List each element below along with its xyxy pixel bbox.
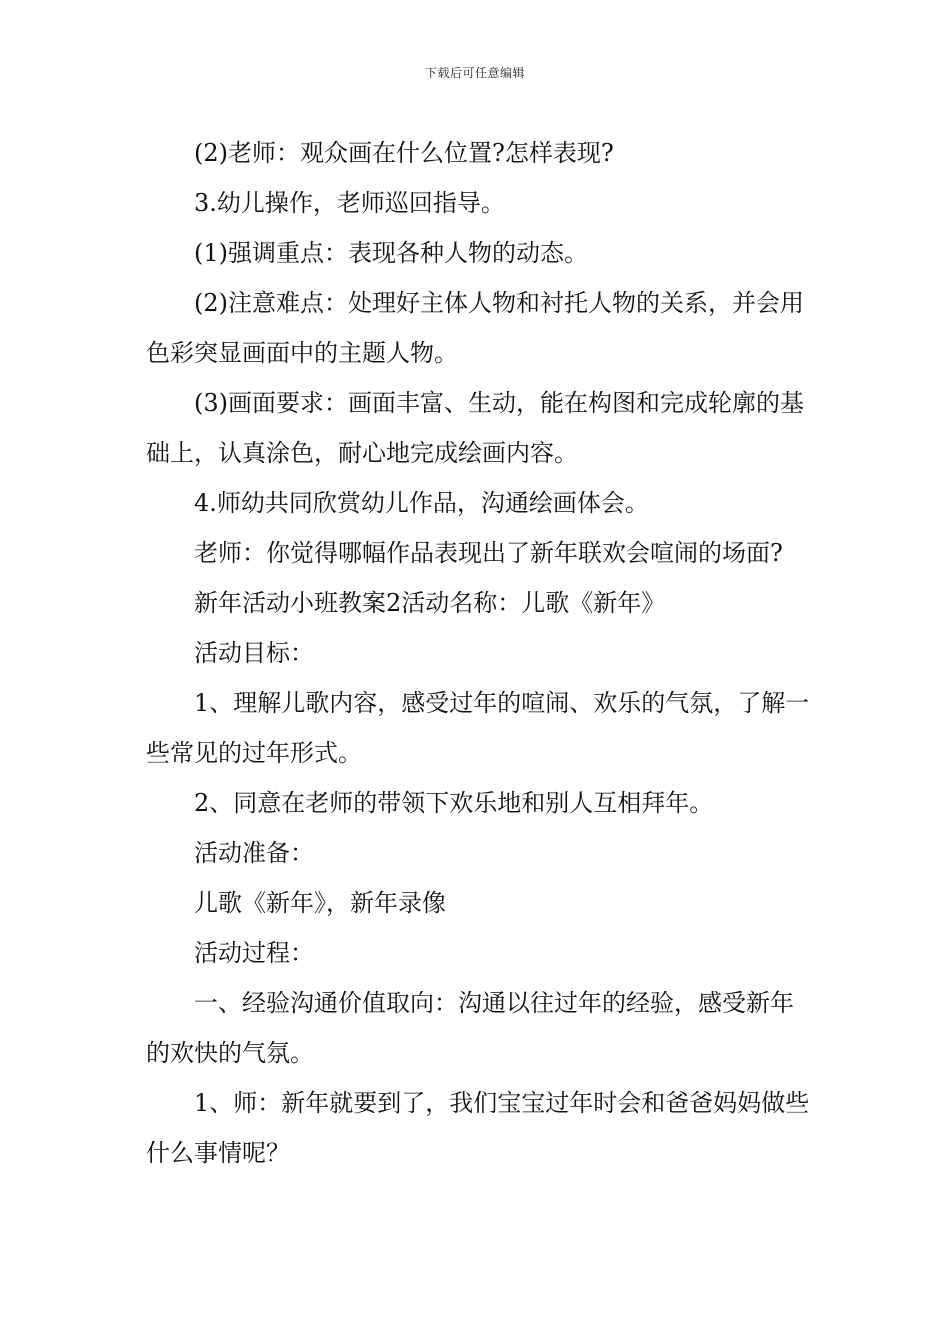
paragraph: (2)老师：观众画在什么位置?怎样表现? <box>194 139 614 167</box>
paragraph: (1)强调重点：表现各种人物的动态。 <box>194 239 588 267</box>
paragraph: 3.幼儿操作，老师巡回指导。 <box>194 189 505 217</box>
paragraph: 活动准备： <box>194 839 314 867</box>
paragraph: 老师：你觉得哪幅作品表现出了新年联欢会喧闹的场面? <box>194 539 783 567</box>
paragraph: 1、师：新年就要到了，我们宝宝过年时会和爸爸妈妈做些什么事情呢？ <box>146 1089 810 1167</box>
paragraph: 活动过程： <box>194 939 314 967</box>
paragraph: 4.师幼共同欣赏幼儿作品，沟通绘画体会。 <box>194 489 649 517</box>
paragraph: 1、理解儿歌内容，感受过年的喧闹、欢乐的气氛，了解一些常见的过年形式。 <box>146 689 810 767</box>
document-body <box>146 128 811 1178</box>
paragraph: 一、经验沟通价值取向：沟通以往过年的经验，感受新年的欢快的气氛。 <box>146 989 794 1067</box>
paragraph: 2、同意在老师的带领下欢乐地和别人互相拜年。 <box>194 789 714 817</box>
page-header: 下载后可任意编辑 <box>424 66 525 80</box>
paragraph: (2)注意难点：处理好主体人物和衬托人物的关系，并会用色彩突显画面中的主题人物。 <box>146 289 804 367</box>
paragraph: 活动目标： <box>194 639 314 667</box>
paragraph: 儿歌《新年》，新年录像 <box>194 889 446 917</box>
paragraph: 新年活动小班教案2活动名称：儿歌《新年》 <box>194 589 666 617</box>
paragraph: (3)画面要求：画面丰富、生动，能在构图和完成轮廓的基础上，认真涂色，耐心地完成绘画内容。 <box>146 389 804 467</box>
